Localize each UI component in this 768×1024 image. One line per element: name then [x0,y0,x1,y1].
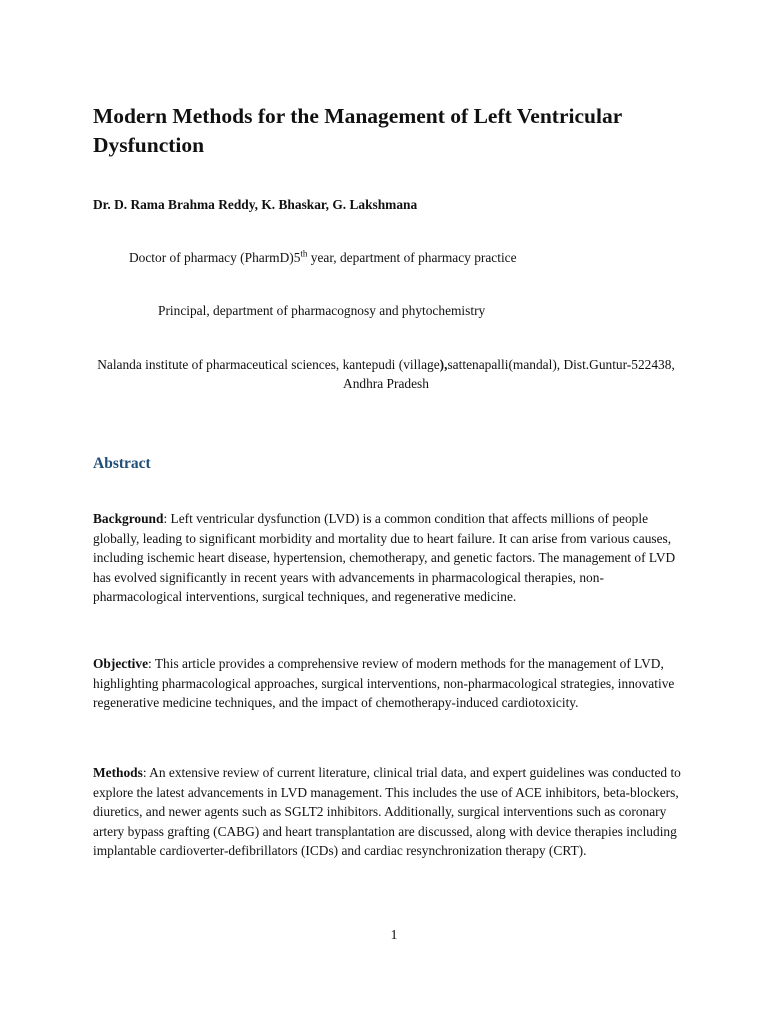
affiliation-3-text: Nalanda institute of pharmaceutical sciences, kantepudi (village [97,357,440,372]
affiliation-3-bold: ), [439,357,448,372]
affiliation-1-superscript: th [300,248,308,259]
author-list: Dr. D. Rama Brahma Reddy, K. Bhaskar, G. Lakshmana [93,197,418,212]
methods-text: : An extensive review of current literature, clinical trial data, and expert guidelines was conducted to explore the latest advancements in LVD management. This includes the use of ACE inhibitors, beta-blockers, diuretics, and newer agents such as SGLT2 inhibitors. Additionally, surgical interventions such as coronary artery bypass grafting (CABG) and heart transplantation are discussed, along with device therapies including implantable cardioverter-defibrillators (ICDs) and cardiac resynchronization therapy (CRT). [93,765,681,858]
background-paragraph [93,509,683,607]
methods-label: Methods [93,765,143,780]
affiliation-3-tail: sattenapalli(mandal), Dist.Guntur-522438, Andhra Pradesh [343,357,675,391]
objective-paragraph [93,654,683,713]
affiliation-1-tail: year, department of pharmacy practice [307,250,517,265]
affiliation-2: Principal, department of pharmacognosy and phytochemistry [158,303,486,318]
paper-title: Modern Methods for the Management of Left Ventricular Dysfunction [93,104,622,157]
background-text: : Left ventricular dysfunction (LVD) is a common condition that affects millions of people globally, leading to significant morbidity and mortality due to heart failure. It can arise from various causes, including ischemic heart disease, hypertension, chemotherapy, and genetic factors. The management of LVD has evolved significantly in recent years with advancements in pharmacological therapies, non-pharmacological interventions, surgical techniques, and regenerative medicine. [93,511,676,604]
affiliation-1 [129,250,517,266]
objective-text: : This article provides a comprehensive review of modern methods for the management of LVD, highlighting pharmacological approaches, surgical interventions, non-pharmacological strategies, innovative regenerative medicine techniques, and the impact of chemotherapy-induced cardiotoxicity. [93,656,675,710]
affiliation-3 [93,355,679,393]
abstract-heading: Abstract [93,455,151,472]
methods-paragraph [93,763,683,861]
background-label: Background [93,511,164,526]
objective-label: Objective [93,656,149,671]
affiliation-1-text: Doctor of pharmacy (PharmD)5 [129,250,301,265]
page-number: 1 [390,928,398,943]
